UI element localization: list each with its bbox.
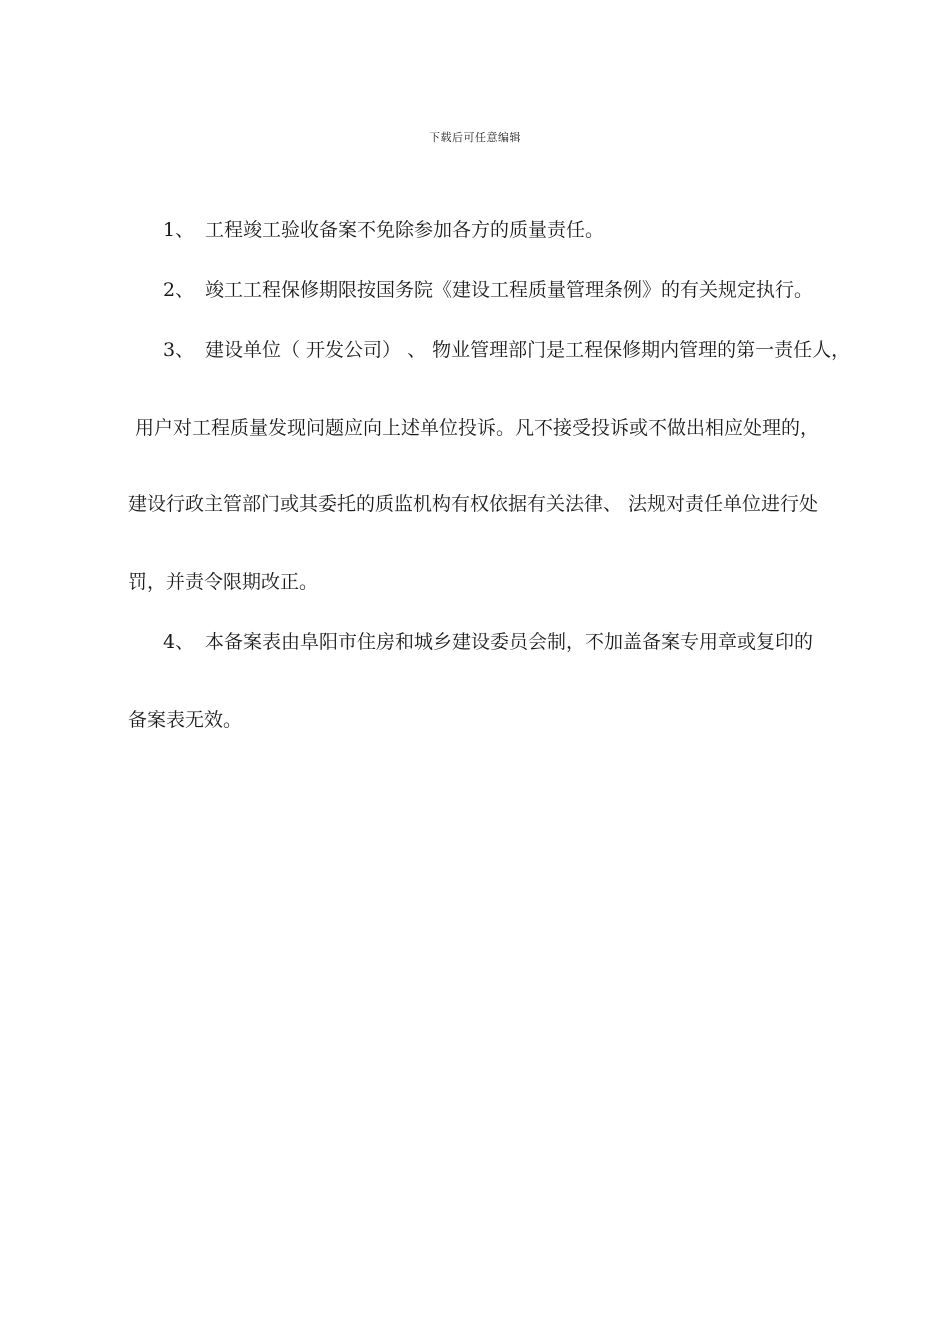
item-3-continuation-2: 建设行政主管部门或其委托的质监机构有权依据有关法律、 法规对责任单位进行处 xyxy=(128,493,819,515)
item-3-continuation-1: 用户对工程质量发现问题应向上述单位投诉。凡不接受投诉或不做出相应处理的， xyxy=(135,417,820,439)
item-text: 工程竣工验收备案不免除参加各方的质量责任。 xyxy=(205,219,605,241)
notice-item-2 xyxy=(163,278,813,302)
notice-item-4 xyxy=(163,630,813,654)
item-text: 本备案表由阜阳市住房和城乡建设委员会制，不加盖备案专用章或复印的 xyxy=(205,631,814,653)
item-3-continuation-3: 罚，并责令限期改正。 xyxy=(128,571,319,593)
item-number: 3、 xyxy=(163,339,195,361)
item-4-continuation-1: 备案表无效。 xyxy=(128,709,243,731)
notice-item-1 xyxy=(163,218,604,242)
notice-item-3 xyxy=(163,338,850,362)
item-number: 2、 xyxy=(163,279,195,301)
item-text: 建设单位（ 开发公司） 、 物业管理部门是工程保修期内管理的第一责任人， xyxy=(205,339,851,361)
item-text: 竣工工程保修期限按国务院《建设工程质量管理条例》的有关规定执行。 xyxy=(205,279,814,301)
header-note: 下载后可任意编辑 xyxy=(429,131,521,144)
item-number: 4、 xyxy=(163,631,195,653)
item-number: 1、 xyxy=(163,219,195,241)
